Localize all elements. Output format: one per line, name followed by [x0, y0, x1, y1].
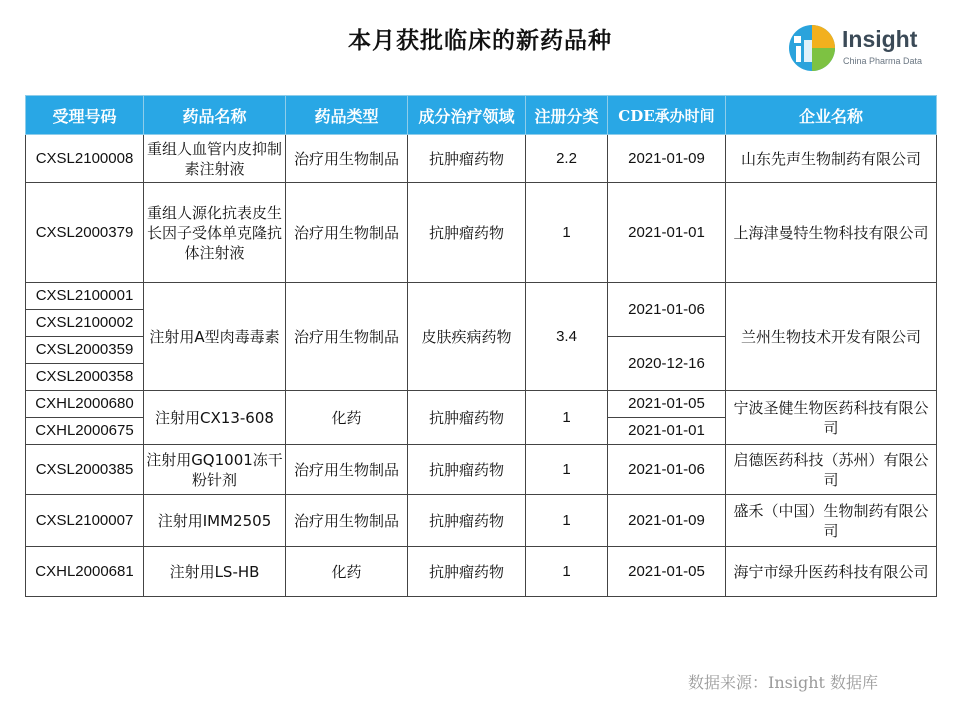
drug-type: 治疗用生物制品 [286, 445, 408, 495]
therapy-area: 抗肿瘤药物 [408, 547, 526, 597]
accept-number: CXHL2000675 [26, 418, 144, 445]
page-title: 本月获批临床的新药品种 [348, 28, 612, 54]
therapy-area: 抗肿瘤药物 [408, 495, 526, 547]
cde-date: 2021-01-06 [608, 283, 726, 337]
accept-number: CXSL2000385 [26, 445, 144, 495]
cde-date: 2021-01-05 [608, 391, 726, 418]
header-cell: CDE承办时间 [608, 96, 726, 135]
therapy-area: 皮肤疾病药物 [408, 283, 526, 391]
cde-date: 2020-12-16 [608, 337, 726, 391]
table-row [26, 135, 937, 183]
therapy-area: 抗肿瘤药物 [408, 183, 526, 283]
therapy-area: 抗肿瘤药物 [408, 391, 526, 445]
accept-number: CXSL2100008 [26, 135, 144, 183]
company-name: 上海津曼特生物科技有限公司 [726, 183, 937, 283]
data-source-note: 数据来源：Insight 数据库 [688, 673, 879, 692]
registration-class: 2.2 [526, 135, 608, 183]
insight-logo [786, 22, 946, 72]
company-name: 盛禾（中国）生物制药有限公司 [726, 495, 937, 547]
registration-class: 1 [526, 391, 608, 445]
logo-name: Insight [842, 26, 918, 52]
cde-date: 2021-01-01 [608, 183, 726, 283]
header-cell: 成分治疗领域 [408, 96, 526, 135]
drug-table [25, 95, 937, 597]
table-row [26, 445, 937, 495]
registration-class: 1 [526, 495, 608, 547]
therapy-area: 抗肿瘤药物 [408, 445, 526, 495]
drug-name: 注射用LS-HB [144, 547, 286, 597]
drug-type: 治疗用生物制品 [286, 183, 408, 283]
registration-class: 1 [526, 445, 608, 495]
insight-logo-icon [786, 22, 838, 74]
table-row [26, 391, 937, 418]
accept-number: CXHL2000680 [26, 391, 144, 418]
drug-type: 治疗用生物制品 [286, 283, 408, 391]
accept-number: CXSL2000359 [26, 337, 144, 364]
table-row [26, 283, 937, 310]
cde-date: 2021-01-09 [608, 135, 726, 183]
drug-type: 治疗用生物制品 [286, 495, 408, 547]
table-row [26, 547, 937, 597]
therapy-area: 抗肿瘤药物 [408, 135, 526, 183]
drug-name: 注射用A型肉毒毒素 [144, 283, 286, 391]
company-name: 兰州生物技术开发有限公司 [726, 283, 937, 391]
drug-type: 化药 [286, 391, 408, 445]
drug-name: 注射用GQ1001冻干粉针剂 [144, 445, 286, 495]
accept-number: CXHL2000681 [26, 547, 144, 597]
drug-name: 注射用CX13-608 [144, 391, 286, 445]
header-cell: 企业名称 [726, 96, 937, 135]
accept-number: CXSL2100007 [26, 495, 144, 547]
header-cell: 注册分类 [526, 96, 608, 135]
header-cell: 药品类型 [286, 96, 408, 135]
cde-date: 2021-01-06 [608, 445, 726, 495]
drug-type: 治疗用生物制品 [286, 135, 408, 183]
accept-number: CXSL2000358 [26, 364, 144, 391]
drug-name: 重组人血管内皮抑制素注射液 [144, 135, 286, 183]
accept-number: CXSL2100002 [26, 310, 144, 337]
registration-class: 1 [526, 547, 608, 597]
company-name: 宁波圣健生物医药科技有限公司 [726, 391, 937, 445]
table-row [26, 495, 937, 547]
company-name: 启德医药科技（苏州）有限公司 [726, 445, 937, 495]
cde-date: 2021-01-01 [608, 418, 726, 445]
company-name: 海宁市绿升医药科技有限公司 [726, 547, 937, 597]
company-name: 山东先声生物制药有限公司 [726, 135, 937, 183]
table-row [26, 183, 937, 283]
header-cell: 受理号码 [26, 96, 144, 135]
drug-name: 重组人源化抗表皮生长因子受体单克隆抗体注射液 [144, 183, 286, 283]
drug-type: 化药 [286, 547, 408, 597]
drug-name: 注射用IMM2505 [144, 495, 286, 547]
accept-number: CXSL2100001 [26, 283, 144, 310]
cde-date: 2021-01-09 [608, 495, 726, 547]
accept-number: CXSL2000379 [26, 183, 144, 283]
registration-class: 1 [526, 183, 608, 283]
registration-class: 3.4 [526, 283, 608, 391]
header-cell: 药品名称 [144, 96, 286, 135]
cde-date: 2021-01-05 [608, 547, 726, 597]
table-header-row [26, 96, 937, 135]
logo-subtitle: China Pharma Data [843, 56, 923, 66]
